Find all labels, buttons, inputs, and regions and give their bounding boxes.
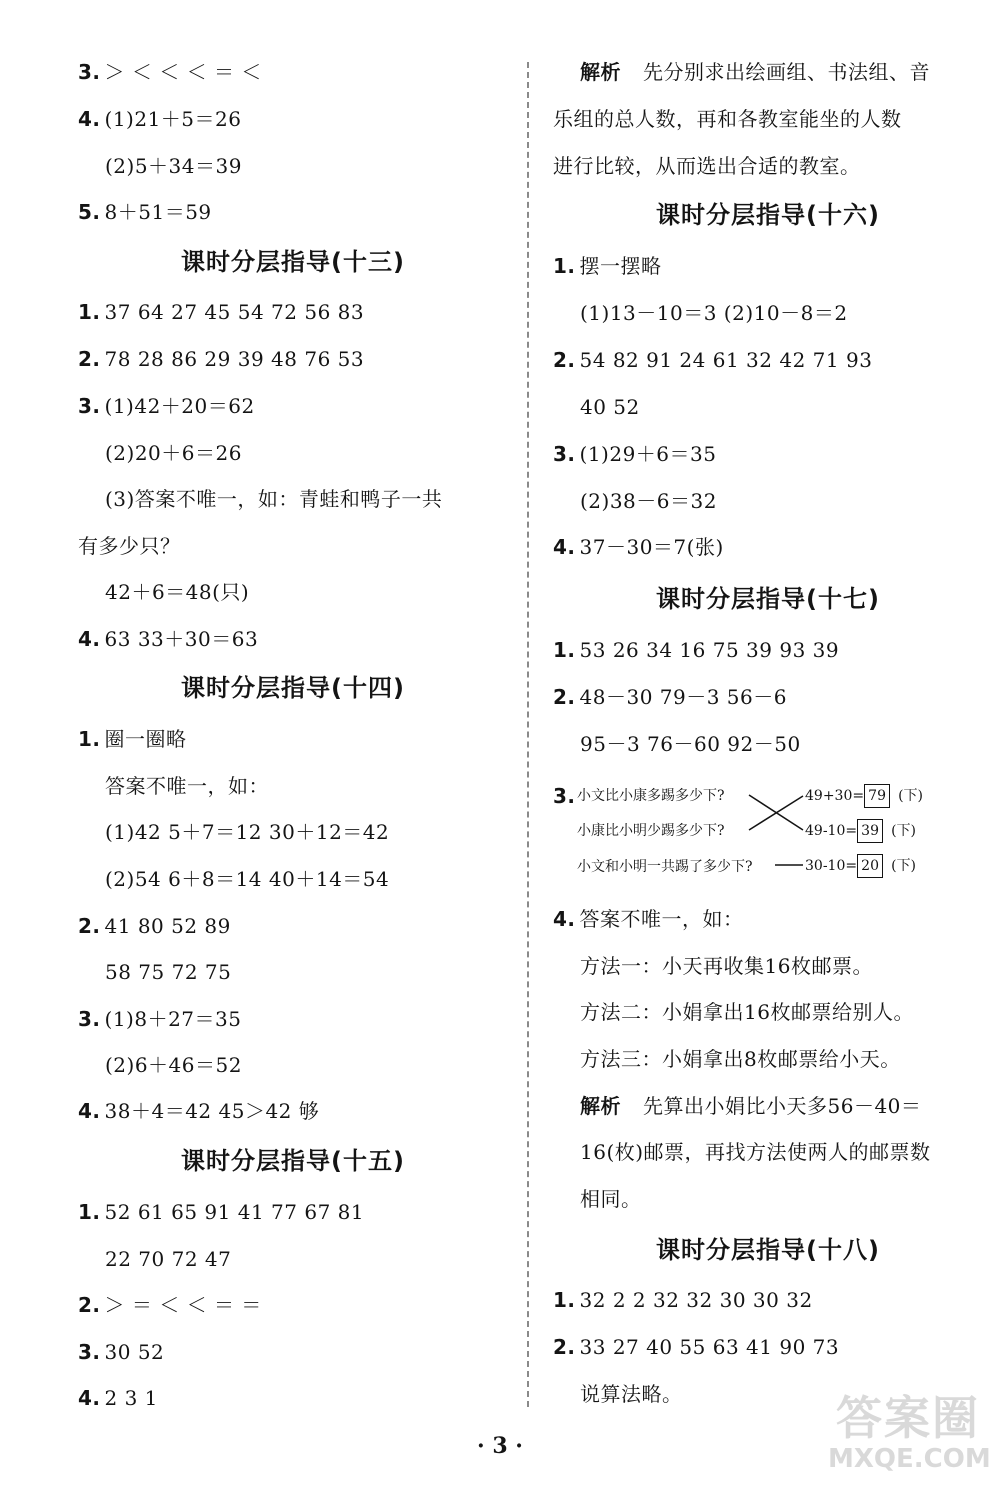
answer-line: 1. 圈一圈略 bbox=[78, 727, 187, 751]
answer-line: (2)38－6＝32 bbox=[580, 489, 717, 513]
answer-line: 2. 54 82 91 24 61 32 42 71 93 bbox=[553, 348, 873, 372]
answer-line: 5. 8＋51＝59 bbox=[78, 200, 212, 224]
answer-line: 95－3 76－60 92－50 bbox=[580, 732, 801, 756]
answer-line: 说算法略。 bbox=[580, 1382, 683, 1406]
answer-line: 1. 37 64 27 45 54 72 56 83 bbox=[78, 300, 365, 324]
answer-line: 1. 52 61 65 91 41 77 67 81 bbox=[78, 1200, 365, 1224]
answer-line: 1. 32 2 2 32 32 30 30 32 bbox=[553, 1288, 813, 1312]
answer-line: 有多少只？ bbox=[78, 534, 181, 558]
analysis-line: 16(枚)邮票，再找方法使两人的邮票数 bbox=[580, 1140, 931, 1164]
answer-line: 4. 答案不唯一，如： bbox=[553, 907, 744, 931]
analysis-line: 进行比较，从而选出合适的教室。 bbox=[553, 154, 861, 178]
match-equation: 49-10= 39 (下) bbox=[805, 819, 916, 843]
answer-box: 79 bbox=[864, 784, 890, 808]
answer-line: (2)5＋34＝39 bbox=[105, 154, 242, 178]
answer-line: 4. 63 33＋30＝63 bbox=[78, 627, 259, 651]
left-column bbox=[78, 0, 508, 1440]
answer-line: 方法一：小天再收集16枚邮票。 bbox=[580, 954, 873, 978]
section-title-14: 课时分层指导(十四) bbox=[181, 674, 405, 702]
answer-box: 20 bbox=[857, 854, 883, 878]
match-question: 小文比小康多踢多少下? bbox=[577, 788, 725, 804]
match-question: 小康比小明少踢多少下? bbox=[577, 823, 725, 839]
answer-line: 2. 33 27 40 55 63 41 90 73 bbox=[553, 1335, 840, 1359]
match-question: 小文和小明一共踢了多少下? bbox=[577, 859, 753, 875]
answer-line: 方法三：小娟拿出8枚邮票给小天。 bbox=[580, 1047, 901, 1071]
matching-diagram bbox=[553, 778, 983, 888]
answer-line: (2)6＋46＝52 bbox=[105, 1053, 242, 1077]
answer-line: 3. (1)8＋27＝35 bbox=[78, 1007, 242, 1031]
answer-line: (1)13－10＝3 (2)10－8＝2 bbox=[580, 301, 848, 325]
answer-line: (2)20＋6＝26 bbox=[105, 441, 242, 465]
answer-line: 58 75 72 75 bbox=[105, 960, 232, 984]
answer-line: (1)42 5＋7＝12 30＋12＝42 bbox=[105, 820, 390, 844]
watermark-logo: 答案圈 MXQE.COM bbox=[828, 1391, 991, 1474]
answer-line: 22 70 72 47 bbox=[105, 1247, 232, 1271]
answer-line: 4. 2 3 1 bbox=[78, 1386, 158, 1410]
answer-box: 39 bbox=[857, 819, 883, 843]
answer-line: 答案不唯一，如： bbox=[105, 774, 269, 798]
answer-line: (2)54 6＋8＝14 40＋14＝54 bbox=[105, 867, 390, 891]
answer-line: 42＋6＝48(只) bbox=[105, 580, 250, 604]
answer-line: 4. 38＋4＝42 45＞42 够 bbox=[78, 1099, 320, 1123]
section-title-13: 课时分层指导(十三) bbox=[181, 248, 405, 276]
match-equation: 49+30= 79 (下) bbox=[805, 784, 923, 808]
answer-line: 1. 53 26 34 16 75 39 93 39 bbox=[553, 638, 840, 662]
answer-line: 3. 30 52 bbox=[78, 1340, 165, 1364]
section-title-16: 课时分层指导(十六) bbox=[656, 201, 880, 229]
match-equation: 30-10= 20 (下) bbox=[805, 854, 916, 878]
answer-line: 2. 41 80 52 89 bbox=[78, 914, 231, 938]
answer-line: 3. (1)29＋6＝35 bbox=[553, 442, 717, 466]
right-column bbox=[553, 0, 983, 1440]
section-title-18: 课时分层指导(十八) bbox=[656, 1236, 880, 1264]
answer-line: 3. ＞ ＜ ＜ ＜ ＝ ＜ bbox=[78, 60, 262, 84]
answer-line: 1. 摆一摆略 bbox=[553, 254, 662, 278]
answer-line: 3. (1)42＋20＝62 bbox=[78, 394, 255, 418]
question-number: 3. bbox=[553, 784, 576, 808]
section-title-17: 课时分层指导(十七) bbox=[656, 585, 880, 613]
answer-line: 40 52 bbox=[580, 395, 640, 419]
page-number: · 3 · bbox=[477, 1433, 523, 1459]
analysis-line: 解析 先分别求出绘画组、书法组、音 bbox=[580, 60, 930, 84]
analysis-line: 相同。 bbox=[580, 1187, 642, 1211]
answer-line: (3)答案不唯一，如：青蛙和鸭子一共 bbox=[105, 487, 443, 511]
answer-line: 4. (1)21＋5＝26 bbox=[78, 107, 242, 131]
column-divider bbox=[527, 62, 529, 1407]
analysis-line: 乐组的总人数，再和各教室能坐的人数 bbox=[553, 107, 902, 131]
answer-line: 4. 37－30＝7(张) bbox=[553, 535, 724, 559]
answer-line: 方法二：小娟拿出16枚邮票给别人。 bbox=[580, 1000, 914, 1024]
answer-line: 2. ＞ ＝ ＜ ＜ ＝ ＝ bbox=[78, 1293, 262, 1317]
section-title-15: 课时分层指导(十五) bbox=[181, 1147, 405, 1175]
analysis-line: 解析 先算出小娟比小天多56－40＝ bbox=[580, 1094, 922, 1118]
answer-line: 2. 48－30 79－3 56－6 bbox=[553, 685, 787, 709]
answer-line: 2. 78 28 86 29 39 48 76 53 bbox=[78, 347, 365, 371]
